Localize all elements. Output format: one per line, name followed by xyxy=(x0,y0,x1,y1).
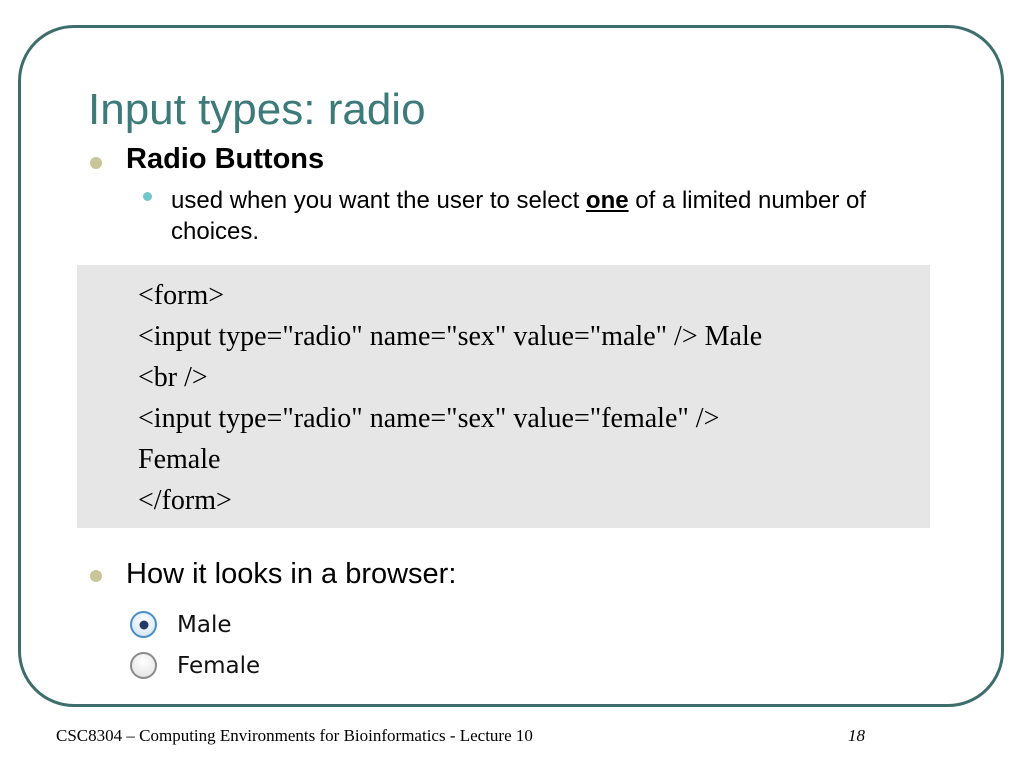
footer-page-number: 18 xyxy=(848,726,865,745)
code-block xyxy=(77,265,930,528)
sub-bullet-text-before: used when you want the user to select xyxy=(171,187,586,214)
code-line: <br /> xyxy=(138,362,208,393)
footer-course: CSC8304 – Computing Environments for Bioinformatics - Lecture 10 xyxy=(56,726,533,745)
radio-option-male[interactable] xyxy=(130,611,231,638)
slide-title: Input types: radio xyxy=(88,85,426,134)
sub-bullet-text xyxy=(171,185,891,247)
radio-label-male: Male xyxy=(177,611,232,638)
radio-dot-icon xyxy=(139,620,148,629)
radio-checked-icon[interactable] xyxy=(130,611,157,638)
bullet-dot xyxy=(90,157,102,169)
code-line: Female xyxy=(138,444,221,475)
sub-bullet-text-after: of a limited number of choices. xyxy=(171,187,867,245)
code-line: </form> xyxy=(138,485,232,516)
radio-label-female: Female xyxy=(177,652,261,679)
browser-preview-heading: How it looks in a browser: xyxy=(126,558,457,590)
code-line: <input type="radio" name="sex" value="female" /> xyxy=(138,403,720,434)
radio-option-female[interactable] xyxy=(130,652,260,679)
radio-buttons-heading: Radio Buttons xyxy=(126,143,325,175)
radio-unchecked-icon[interactable] xyxy=(130,652,157,679)
code-line: <input type="radio" name="sex" value="male" /> Male xyxy=(138,321,763,352)
sub-bullet-emphasis: one xyxy=(585,187,629,214)
bullet-dot xyxy=(90,570,102,582)
code-line: <form> xyxy=(138,280,225,311)
sub-bullet-dot xyxy=(143,192,152,201)
